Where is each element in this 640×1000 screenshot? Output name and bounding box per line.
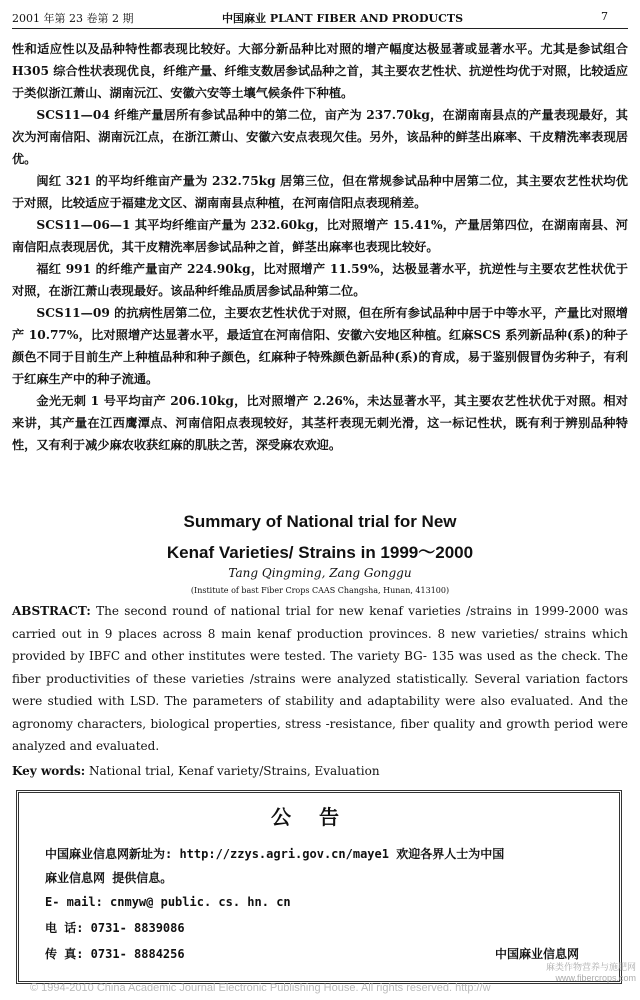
notice-title: 公告 <box>271 805 367 829</box>
english-title-line-1: Summary of National trial for New <box>183 512 457 531</box>
abstract <box>12 600 628 758</box>
paragraph-2: SCS11—04 纤维产量居所有参试品种中的第二位，亩产为 237.70kg，在湖南南县点的产量表现最好，其次为河南信阳、湖南沅江点，在浙江萧山、安徽六安点表现欠佳。另外，该品种的鲜茎出麻率、干皮精洗率表现居优。 <box>12 108 628 166</box>
journal-name: 中国麻业 PLANT FIBER AND PRODUCTS <box>222 12 464 25</box>
abstract-label: ABSTRACT: <box>12 604 91 618</box>
notice-box <box>16 790 622 984</box>
paragraph-1: 性和适应性以及品种特性都表现比较好。大部分新品种比对照的增产幅度达极显著或显著水平。尤其是参试组合 H305 综合性状表现优良，纤维产量、纤维支数居参试品种之首，其主要农艺性状、抗逆性均优于对照，比较适应于类似浙江萧山、湖南沅江、安徽六安等土壤气候条件下种植。 <box>12 42 628 100</box>
keywords-text: National trial, Kenaf variety/Strains, Evaluation <box>85 764 380 778</box>
site-watermark <box>546 962 636 984</box>
keywords-label: Key words: <box>12 764 86 778</box>
institute: (Institute of bast Fiber Crops CAAS Changsha, Hunan, 413100) <box>190 586 450 595</box>
copyright-footer: © 1994-2010 China Academic Journal Electronic Publishing House. All rights reserved. http://w <box>30 982 491 994</box>
notice-email: E- mail: cnmyw@ public. cs. hn. cn <box>45 895 291 909</box>
english-title-line-2: Kenaf Varieties/ Strains in 1999～2000 <box>166 543 474 562</box>
paragraph-7: 金光无刺 1 号平均亩产 206.10kg，比对照增产 2.26%，未达显著水平，其主要农艺性状优于对照。相对来讲，其产量在江西鹰潭点、河南信阳点表现较好，其茎杆表现无刺光滑，这一标记性状，既有利于辨别品种特性，又有利于减少麻农收获红麻的肌肤之苦，深受麻农欢迎。 <box>12 394 628 452</box>
journal-issue: 2001 年第 23 卷第 2 期 <box>12 12 134 25</box>
notice-line-2: 麻业信息网 提供信息。 <box>45 871 173 885</box>
chinese-body <box>12 38 628 456</box>
running-header <box>12 10 628 29</box>
keywords <box>12 764 628 778</box>
paragraph-3: 闽红 321 的平均纤维亩产量为 232.75kg 居第三位，但在常规参试品种中居第二位，其主要农艺性状均优于对照，比较适应于福建龙文区、湖南南县点种植，在河南信阳点表现稍差。 <box>12 174 628 210</box>
notice-signature: 中国麻业信息网 <box>494 947 579 961</box>
abstract-text: The second round of national trial for new kenaf varieties /strains in 1999-2000 was carried out in 9 places across 8 main kenaf production provinces. 8 new varieties/ strains which provided by IBFC and other institutes were tested. The variety BG- 135 was used as the check. The fiber productivities of these varieties /strains were analyzed statistically. Several variation factors were studied with LSD. The parameters of stability and adaptability were also evaluated. And the agronomy characters, biological properties, stress -resistance, fiber quality and growth period were analyzed and evaluated. <box>12 604 628 753</box>
notice-fax: 传 真: 0731- 8884256 <box>45 947 185 961</box>
paragraph-5: 福红 991 的纤维产量亩产 224.90kg，比对照增产 11.59%，达极显著水平，抗逆性与主要农艺性状优于对照，在浙江萧山表现最好。该品种纤维品质居参试品种第二位。 <box>12 262 628 298</box>
authors: Tang Qingming, Zang Gonggu <box>228 566 412 580</box>
page-number: 7 <box>601 10 608 23</box>
notice-phone: 电 话: 0731- 8839086 <box>45 921 185 935</box>
paragraph-4: SCS11—06—1 其平均纤维亩产量为 232.60kg，比对照增产 15.41%，产量居第四位，在湖南南县、河南信阳点表现居优，其干皮精洗率居参试品种之首，鲜茎出麻率也表现比较好。 <box>12 218 628 254</box>
notice-line-1: 中国麻业信息网新址为: http://zzys.agri.gov.cn/maye1 欢迎各界人士为中国 <box>45 847 505 861</box>
paragraph-6: SCS11—09 的抗病性居第二位，主要农艺性状优于对照，但在所有参试品种中居于中等水平，产量比对照增产 10.77%，比对照增产达显著水平，最适宜在河南信阳、安徽六安地区种植。红麻SCS 系列新品种(系)的种子颜色不同于目前生产上种植品种和种子颜色，红麻种子特殊颜色新品种(系)的育成，易于鉴别假冒伪劣种子，有利于红麻生产中的种子流通。 <box>12 306 628 386</box>
watermark-line-1: 麻类作物营养与施肥网 <box>545 962 636 972</box>
watermark-line-2: www.fibercrops.com <box>555 973 636 983</box>
